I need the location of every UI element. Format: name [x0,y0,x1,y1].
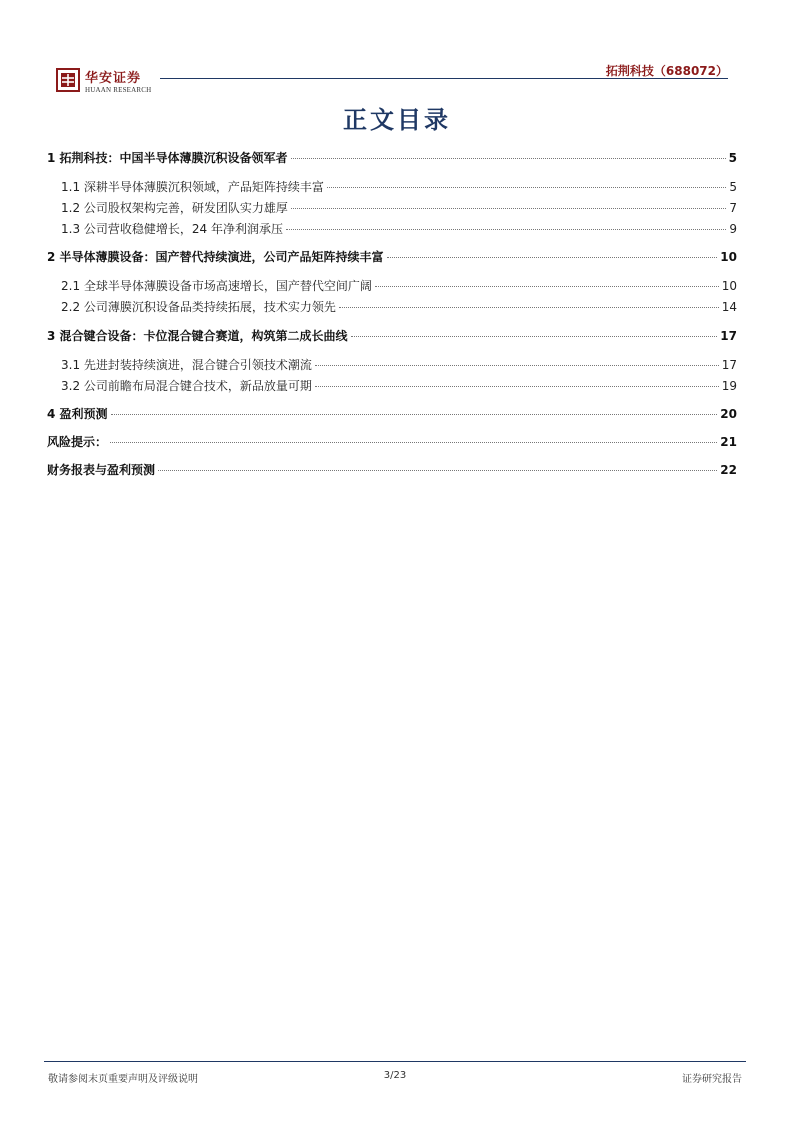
page-header [56,60,736,100]
footer-page-number: 3/23 [383,1070,407,1081]
toc-entry-label: 1 拓荆科技：中国半导体薄膜沉积设备领军者 [47,151,288,165]
toc-entry-1[interactable] [47,149,737,166]
toc-entry-label: 财务报表与盈利预测 [47,463,156,477]
toc-entry-page: 7 [729,201,737,215]
footer-report-category: 证券研究报告 [682,1074,742,1085]
toc-dot-leader [375,285,719,287]
toc-entry-3-2[interactable] [47,377,737,394]
toc-entry-page: 10 [721,279,737,293]
toc-entry-label: 1.3 公司营收稳健增长，24 年净利润承压 [61,222,283,236]
toc-entry-page: 9 [729,222,737,236]
toc-entry-label: 风险提示： [47,435,108,449]
toc-dot-leader [315,385,719,387]
toc-entry-financials[interactable] [47,461,737,478]
toc-entry-3[interactable] [47,327,737,344]
toc-dot-leader [327,186,726,188]
toc-entry-1-3[interactable] [47,220,737,237]
toc-entry-risk[interactable] [47,433,737,450]
toc-dot-leader [315,364,719,366]
toc-entry-page: 17 [721,358,737,372]
logo-chinese-name: 华安证券 [85,71,142,86]
toc-dot-leader [291,157,726,159]
toc-entry-page: 5 [728,151,737,165]
toc-dot-leader [339,306,719,308]
toc-entry-1-1[interactable] [47,178,737,195]
toc-entry-label: 1.2 公司股权架构完善，研发团队实力雄厚 [61,201,288,215]
huaan-logo [56,68,166,104]
footer-disclaimer: 敬请参阅末页重要声明及评级说明 [48,1074,198,1085]
toc-dot-leader [111,413,718,415]
toc-entry-page: 19 [721,379,737,393]
toc-entry-label: 3.2 公司前瞻布局混合键合技术，新品放量可期 [61,379,312,393]
toc-entry-page: 17 [720,329,737,343]
logo-english-name: HUAAN RESEARCH [85,86,152,94]
toc-entry-2[interactable] [47,248,737,265]
toc-entry-label: 3 混合键合设备：卡位混合键合赛道，构筑第二成长曲线 [47,329,348,343]
toc-entry-page: 10 [720,250,737,264]
page-footer [44,1061,746,1085]
toc-dot-leader [351,335,718,337]
toc-entry-page: 22 [720,463,737,477]
toc-dot-leader [291,207,726,209]
toc-entry-label: 2.2 公司薄膜沉积设备品类持续拓展，技术实力领先 [61,300,336,314]
toc-entry-2-2[interactable] [47,298,737,315]
toc-dot-leader [158,469,717,471]
toc-entry-page: 20 [720,407,737,421]
toc-entry-page: 21 [720,435,737,449]
report-company-title: 拓荆科技（688072） [605,64,728,78]
toc-entry-label: 2.1 全球半导体薄膜设备市场高速增长，国产替代空间广阔 [61,279,372,293]
toc-entry-3-1[interactable] [47,356,737,373]
toc-dot-leader [110,441,717,443]
toc-entry-label: 4 盈利预测 [47,407,108,421]
page-title: 正文目录 [343,105,451,134]
footer-divider [44,1061,746,1062]
toc-dot-leader [286,228,726,230]
toc-entry-2-1[interactable] [47,277,737,294]
toc-entry-page: 14 [721,300,737,314]
huaan-seal-icon [56,68,80,92]
toc-entry-label: 3.1 先进封装持续演进，混合键合引领技术潮流 [61,358,312,372]
toc-entry-1-2[interactable] [47,199,737,216]
toc-entry-4[interactable] [47,405,737,422]
toc-entry-page: 5 [729,180,737,194]
toc-entry-label: 1.1 深耕半导体薄膜沉积领域，产品矩阵持续丰富 [61,180,324,194]
toc-entry-label: 2 半导体薄膜设备：国产替代持续演进，公司产品矩阵持续丰富 [47,250,384,264]
toc-dot-leader [387,256,718,258]
